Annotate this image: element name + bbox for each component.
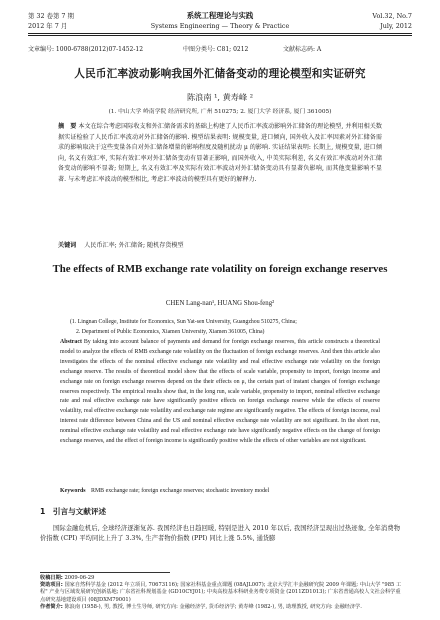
affiliation-cn: (1. 中山大学 岭南学院 经济研究所, 广州 510275; 2. 厦门大学 经济系, 厦门 361005) [108,109,332,115]
abstract-en-label: Abstract [60,339,82,345]
footnote-rule [40,572,170,573]
abstract-en [60,338,380,447]
affiliation-en [70,318,390,337]
volume-issue-en: Vol.32, No.7 [372,12,412,20]
footnote-author-bio [40,604,404,611]
authors-cn: 陈浪南 ¹, 黄寿峰 ² [186,92,254,102]
abstract-en-text: By taking into account balance of payments and demand for foreign exchange reserves, this article constructs a theoretical model to analyze the effects of RMB exchange rate volatility on the fluctuation of foreign exchange reserves. And then this article also investigates the effects of the nominal effective exchange rate volatility and real effective exchange rate volatility on the foreign exchange reserve. The results of theoretical model show that the effects of scale variable, propensity to import, foreign income and exchange rate on foreign exchange reserves depend on the their effects on μ, the certain part of instant changes of foreign exchange reserves respectively. The empirical results show that, in the long run, scale variable, propensity to import, nominal effective exchange rate and real effective exchange rate have significantly positive effects on foreign exchange reserve while the effects of reserve volatility, real effective exchange rate volatility and exchange rate regime are significantly negative. The effects of foreign income, real interest rate difference between China and the US and nominal effective exchange rate volatility are not significant. In the short run, nominal effective exchange rate volatility and real effective exchange rate have significantly negative effects on the change of foreign exchange reserves, and the effect of foreign income is significantly positive while the effects of other variables are not significant. [60,339,380,445]
keywords-en [60,488,380,494]
clc-number: 中图分类号: C81; 0212 [183,46,249,53]
footnote-text: 陈浪南 (1958-), 男, 教授, 博士生导师, 研究方向: 金融经济学, 货币经济学; 黄寿峰 (1982-), 男, 助理教授, 研究方向: 金融经济学. [64,603,362,610]
journal-name-en: Systems Engineering — Theory & Practice [150,22,290,30]
authors-en: CHEN Lang-nan¹, HUANG Shou-feng² [165,300,275,307]
keywords-cn [58,240,382,249]
footnote-label: 作者简介: [40,603,63,610]
keywords-cn-text: 人民币汇率; 外汇储备; 随机存货模型 [84,242,184,249]
article-number: 文章编号: 1000-6788(2012)07-1452-12 [28,46,144,53]
header-rule-thin [28,35,412,36]
abstract-cn-text: 本文在综合考虑国际收支和外汇储备需求的基础上构建了人民币汇率波动影响外汇储备的理论模型, 并利用相关数据实证检验了人民币汇率波动对外汇储备的影响. 模型结果表明: 规模变量, 进口倾向, 国外收入及汇率因素对外汇储备需求的影响取决于这些变量各自对外汇储备增量的影响程度及随机扰动 μ 的影响. 实证结果表明: 长期上, 规模变量, 进口倾向, 名义有效汇率, 实际有效汇率对外汇储备变动有显著正影响, 而国外收入, 中美实际利差, 名义有效汇率波动对外汇储备变动的影响不显著; 短期上, 名义有效汇率及实际有效汇率波动对外汇储备变动具有显著负影响, 而其他变量影响不显著. 与未考虑汇率波动的模型相比, 考虑汇率波动的模型具有更好的解释力. [58,123,383,183]
volume-issue-cn: 第 32 卷第 7 期 [28,12,74,20]
keywords-en-text: RMB exchange rate; foreign exchange reserves; stochastic inventory model [91,488,270,494]
affiliation-en-line: 2. Department of Public Economics, Xiamen University, Xiamen 361005, China) [76,328,265,335]
issue-date-en: July, 2012 [380,22,412,30]
keywords-cn-label: 关键词 [58,242,77,249]
title-cn: 人民币汇率波动影响我国外汇储备变动的理论模型和实证研究 [74,68,366,80]
title-en: The effects of RMB exchange rate volatility on foreign exchange reserves [52,263,388,275]
document-code: 文献标志码: A [283,46,322,53]
footnote-text: 2009-06-29 [64,575,95,581]
footnote-text: 国家自然科学基金 (2012 年立项目, 70673116); 国家社科基金重点课题 (08AJL007); 北京大学汇丰金融研究院 2009 年课题; 中山大学 "985 工程" 产业与区域发展研究创新基地; 广东省社科规划基金 (GD10CYJ01); 中央高校基本科研业务费专项资金 (2011ZD1013); 广东省普通高校人文社会科学重点研究基地建设项目 (08JDXM79001) [40,582,402,603]
issue-date-cn: 2012 年 7 月 [28,22,68,30]
affiliation-en-line: (1. Lingnan College, Institute for Economics, Sun Yat-sen University, Guangzhou 510275, China; [70,319,297,325]
footnote-label: 资助项目: [40,582,63,589]
abstract-cn [58,122,382,186]
section-body: 国际金融危机后, 全球经济逐渐复苏. 我国经济也日趋回暖, 特别是进入 2010 年以后, 我国经济呈现出过热迹象, 全年消费物价指数 (CPI) 平均同比上升了 3.3%, 生产者物价指数 (PPI) 同比上涨 5.5%, 通货膨 [40,525,400,543]
footnotes [40,575,404,611]
keywords-en-label: Keywords [60,488,86,494]
footnote-label: 收稿日期: [40,575,63,581]
footnote-funding [40,582,404,604]
journal-name-cn: 系统工程理论与实践 [186,11,254,20]
abstract-cn-label: 摘 要 [58,123,77,130]
section-heading: 1 引言与文献评述 [40,507,107,516]
header-rule [28,33,412,34]
